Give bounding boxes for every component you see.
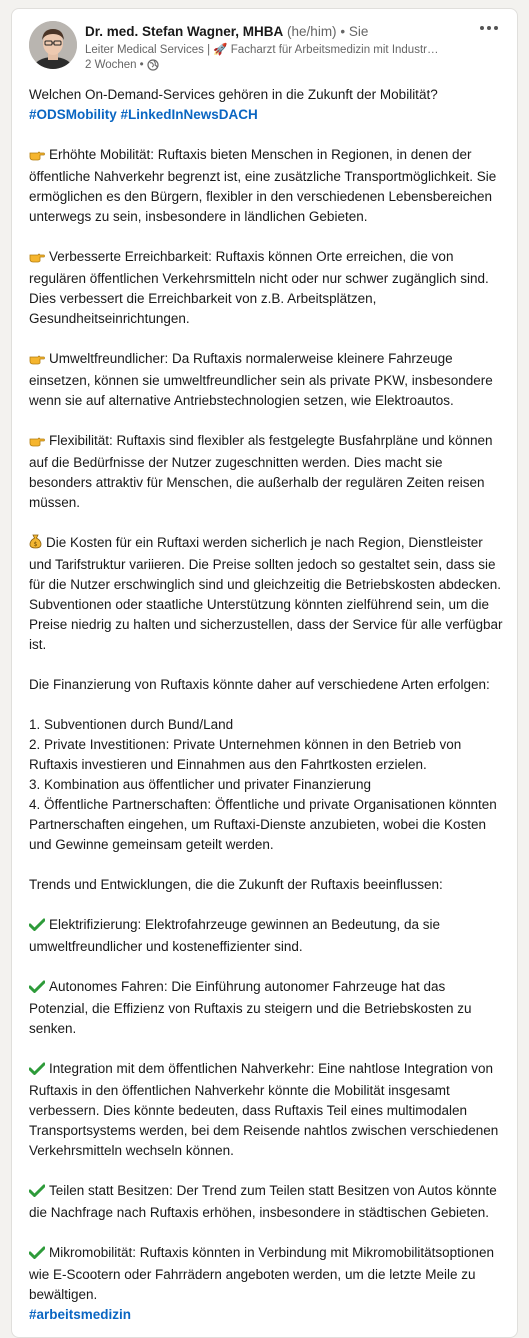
benefit-item [29, 247, 503, 329]
money-bag-icon [29, 534, 42, 555]
trend-text: Elektrifizierung: Elektrofahrzeuge gewinnen an Bedeutung, da sie umweltfreundlicher und kosteneffizienter sind. [29, 917, 440, 954]
svg-text:$: $ [33, 541, 38, 548]
pointing-hand-icon [29, 351, 45, 371]
trend-text: Mikromobilität: Ruftaxis könnten in Verbindung mit Mikromobilitätsoptionen wie E-Scootern oder Fahrrädern angeboten werden, um die letzte Meile zu bewältigen. [29, 1245, 494, 1302]
more-options-button[interactable] [475, 18, 503, 38]
post-meta [85, 59, 159, 71]
benefit-item [29, 145, 503, 227]
check-mark-icon [29, 979, 45, 999]
separator-dot: • [340, 24, 346, 39]
avatar-image [29, 21, 77, 69]
financing-item: 1. Subventionen durch Bund/Land [29, 717, 234, 732]
trends-intro: Trends und Entwicklungen, die die Zukunft der Ruftaxis beeinflussen: [29, 877, 443, 892]
costs-paragraph [29, 533, 503, 655]
author-line [85, 24, 368, 39]
author-name[interactable]: Dr. med. Stefan Wagner, MHBA [85, 24, 284, 39]
benefit-text: Umweltfreundlicher: Da Ruftaxis normalerweise kleinere Fahrzeuge einsetzen, können sie umweltfreundlicher sein als private PKW, insbesondere wenn sie auf alternative Antriebstechnologien setzen, wie Elektroautos. [29, 351, 493, 408]
costs-text: Die Kosten für ein Ruftaxi werden sicherlich je nach Region, Dienstleister und Tarifstruktur variieren. Die Preise sollten jedoch so gestaltet sein, dass sie für die Nutzer erschwinglich sind und gleichzeitig die Betriebskosten abdecken. Subventionen oder staatliche Unterstützung könnten zielführend sein, um die Preise niedrig zu halten und sicherzustellen, dass der Service für alle verfügbar ist. [29, 535, 503, 652]
trend-text: Integration mit dem öffentlichen Nahverkehr: Eine nahtlose Integration von Ruftaxis in den öffentlichen Nahverkehr könnte die Mobilität insgesamt verbessern. Dies könnte bedeuten, dass Ruftaxis Teil eines multimodalen Transportsystems werden, bei dem Reisende nahtlos zwischen verschiedenen Verkehrsmitteln wechseln können. [29, 1061, 499, 1158]
post-time: 2 Wochen [85, 59, 137, 71]
hashtag-arbeitsmedizin[interactable]: #arbeitsmedizin [29, 1307, 132, 1322]
benefit-text: Flexibilität: Ruftaxis sind flexibler als festgelegte Busfahrpläne und können auf die Bedürfnisse der Nutzer zugeschnitten werden. Dies macht sie besonders attraktiv für Menschen, die außerhalb der regulären Zeiten reisen müssen. [29, 433, 493, 510]
trend-text: Autonomes Fahren: Die Einführung autonomer Fahrzeuge hat das Potenzial, die Effizienz von Ruftaxis zu steigern und die Betriebskosten zu senken. [29, 979, 472, 1036]
meta-separator: • [139, 59, 144, 71]
post-intro: Welchen On-Demand-Services gehören in die Zukunft der Mobilität? [29, 87, 438, 102]
benefit-item [29, 431, 503, 513]
check-mark-icon [29, 1183, 45, 1203]
benefit-item [29, 349, 503, 411]
post-body [29, 85, 503, 1325]
globe-icon [147, 59, 159, 71]
trend-item [29, 1059, 503, 1161]
trend-text: Teilen statt Besitzen: Der Trend zum Teilen statt Besitzen von Autos könnte die Nachfrage nach Ruftaxis erhöhen, insbesondere in städtischen Gebieten. [29, 1183, 497, 1220]
post-card [11, 8, 518, 1338]
avatar[interactable] [29, 21, 77, 69]
pointing-hand-icon [29, 147, 45, 167]
pointing-hand-icon [29, 433, 45, 453]
benefit-text: Erhöhte Mobilität: Ruftaxis bieten Menschen in Regionen, in denen der öffentliche Nahverkehr begrenzt ist, eine zusätzliche Transportmöglichkeit. Sie ermöglichen es den Bürgern, flexibler in den verschiedenen Lebensbereichen unterwegs zu sein, insbesondere in ländlichen Gebieten. [29, 147, 497, 224]
trend-item [29, 1181, 503, 1223]
more-options-icon [479, 25, 499, 31]
author-pronouns: (he/him) [287, 24, 337, 39]
intro-hashtags [29, 105, 503, 125]
trend-item [29, 977, 503, 1039]
check-mark-icon [29, 1061, 45, 1081]
financing-item: 4. Öffentliche Partnerschaften: Öffentliche und private Organisationen könnten Partnerschaften eingehen, um Ruftaxi-Dienste anzubieten, wobei die Kosten und Gewinne gemeinsam geteilt werden. [29, 797, 497, 852]
pointing-hand-icon [29, 249, 45, 269]
check-mark-icon [29, 917, 45, 937]
author-headline: Leiter Medical Services | 🚀 Facharzt für Arbeitsmedizin mit Industr… [85, 44, 439, 56]
hashtag-linkedinnewsdach[interactable]: #LinkedInNewsDACH [120, 107, 258, 122]
financing-item: 3. Kombination aus öffentlicher und privater Finanzierung [29, 777, 371, 792]
trend-item [29, 1243, 503, 1305]
benefit-text: Verbesserte Erreichbarkeit: Ruftaxis können Orte erreichen, die von regulären öffentlichen Verkehrsmitteln nicht oder nur schwer zugänglich sind. Dies verbessert die Erreichbarkeit von z.B. Arbeitsplätzen, Gesundheitseinrichtungen. [29, 249, 489, 326]
post-header [12, 9, 517, 81]
closing-hashtags [29, 1305, 503, 1325]
financing-item: 2. Private Investitionen: Private Unternehmen können in den Betrieb von Ruftaxis investieren und Einnahmen aus den Fahrtkosten erzielen. [29, 737, 462, 772]
trend-item [29, 915, 503, 957]
connection-degree: Sie [348, 24, 369, 39]
financing-intro: Die Finanzierung von Ruftaxis könnte daher auf verschiedene Arten erfolgen: [29, 677, 490, 692]
hashtag-odsmobility[interactable]: #ODSMobility [29, 107, 117, 122]
check-mark-icon [29, 1245, 45, 1265]
